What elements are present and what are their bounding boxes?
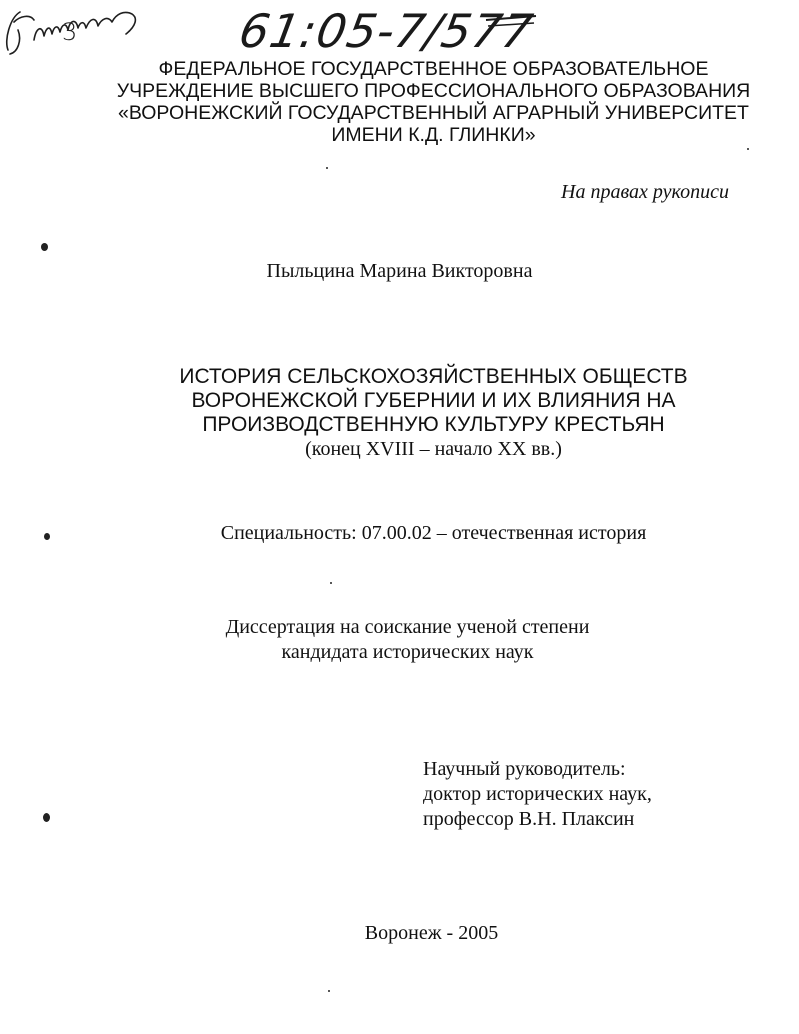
title-line-2: ВОРОНЕЖСКОЙ ГУБЕРНИИ И ИХ ВЛИЯНИЯ НА xyxy=(191,389,676,412)
title-line-1: ИСТОРИЯ СЕЛЬСКОХОЗЯЙСТВЕННЫХ ОБЩЕСТВ xyxy=(179,365,688,388)
page-number: 3 xyxy=(62,18,78,46)
title-line-3: ПРОИЗВОДСТВЕННУЮ КУЛЬТУРУ КРЕСТЬЯН xyxy=(202,413,665,436)
degree-line-1: Диссертация на соискание ученой степени xyxy=(225,616,590,638)
institution-line-4: ИМЕНИ К.Д. ГЛИНКИ» xyxy=(331,124,536,146)
institution-line-3: «ВОРОНЕЖСКИЙ ГОСУДАРСТВЕННЫЙ АГРАРНЫЙ УНИВЕРСИТЕТ xyxy=(118,102,749,124)
institution-line-1: ФЕДЕРАЛЬНОЕ ГОСУДАРСТВЕННОЕ ОБРАЗОВАТЕЛЬНОЕ xyxy=(158,58,709,80)
city-year: Воронеж - 2005 xyxy=(364,922,499,944)
archive-code-underline xyxy=(300,6,540,46)
scan-speck xyxy=(330,582,332,584)
scan-speck xyxy=(747,148,749,150)
institution-line-2: УЧРЕЖДЕНИЕ ВЫСШЕГО ПРОФЕССИОНАЛЬНОГО ОБРАЗОВАНИЯ xyxy=(116,80,751,102)
specialty: Специальность: 07.00.02 – отечественная история xyxy=(220,522,647,544)
archive-code: 61:05-7/577 xyxy=(235,4,538,58)
degree-statement xyxy=(8,615,799,665)
scan-speck xyxy=(326,167,328,169)
dissertation-title xyxy=(34,365,799,461)
supervisor-line-2: доктор исторических наук, xyxy=(423,783,652,805)
scan-speck xyxy=(328,990,330,992)
author-name: Пыльцина Марина Викторовна xyxy=(266,260,533,282)
scan-speck xyxy=(44,533,50,540)
title-period: (конец XVIII – начало XX вв.) xyxy=(305,438,562,460)
supervisor-block xyxy=(423,757,652,832)
institution-header xyxy=(34,58,799,146)
supervisor-line-1: Научный руководитель: xyxy=(423,758,626,780)
degree-line-2: кандидата исторических наук xyxy=(281,641,534,663)
scan-speck xyxy=(41,243,48,251)
scan-speck xyxy=(43,813,50,822)
manuscript-note: На правах рукописи xyxy=(561,181,729,203)
supervisor-line-3: профессор В.Н. Плаксин xyxy=(423,808,635,830)
